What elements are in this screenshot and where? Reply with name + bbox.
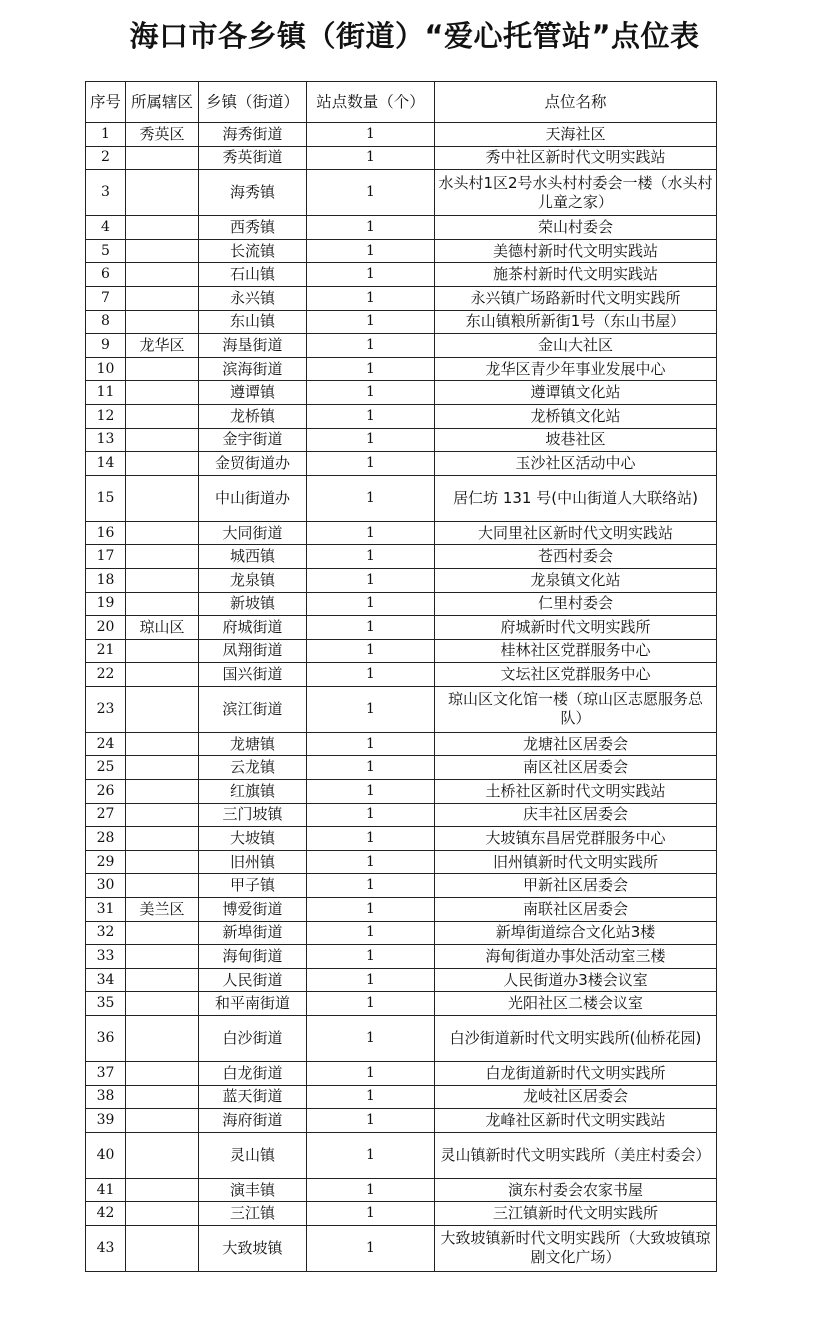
cell-town: 金宇街道 <box>199 428 307 452</box>
cell-no: 39 <box>86 1109 126 1133</box>
cell-district <box>126 592 199 616</box>
cell-count: 1 <box>307 803 435 827</box>
cell-site: 龙华区青少年事业发展中心 <box>435 357 717 381</box>
cell-town: 蓝天街道 <box>199 1085 307 1109</box>
cell-site: 水头村1区2号水头村村委会一楼（水头村儿童之家） <box>435 170 717 216</box>
cell-district <box>126 521 199 545</box>
cell-count: 1 <box>307 1016 435 1062</box>
cell-no: 43 <box>86 1225 126 1271</box>
cell-count: 1 <box>307 616 435 640</box>
cell-site: 永兴镇广场路新时代文明实践所 <box>435 286 717 310</box>
cell-site: 灵山镇新时代文明实践所（美庄村委会） <box>435 1132 717 1178</box>
cell-district <box>126 1202 199 1226</box>
cell-no: 2 <box>86 146 126 170</box>
cell-town: 和平南街道 <box>199 992 307 1016</box>
cell-count: 1 <box>307 756 435 780</box>
table-row <box>86 803 717 827</box>
cell-site: 旧州镇新时代文明实践所 <box>435 850 717 874</box>
cell-site: 施茶村新时代文明实践站 <box>435 263 717 287</box>
cell-no: 12 <box>86 404 126 428</box>
cell-no: 9 <box>86 334 126 358</box>
cell-site: 大坡镇东昌居党群服务中心 <box>435 827 717 851</box>
cell-district <box>126 756 199 780</box>
cell-no: 27 <box>86 803 126 827</box>
header-count: 站点数量（个） <box>307 82 435 123</box>
cell-town: 滨海街道 <box>199 357 307 381</box>
cell-district <box>126 1132 199 1178</box>
cell-site: 甲新社区居委会 <box>435 874 717 898</box>
table-row <box>86 1202 717 1226</box>
cell-count: 1 <box>307 334 435 358</box>
cell-no: 25 <box>86 756 126 780</box>
table-row <box>86 945 717 969</box>
table-row <box>86 874 717 898</box>
table-row <box>86 1178 717 1202</box>
header-no: 序号 <box>86 82 126 123</box>
cell-town: 国兴街道 <box>199 663 307 687</box>
cell-town: 海垦街道 <box>199 334 307 358</box>
cell-site: 白沙街道新时代文明实践所(仙桥花园) <box>435 1016 717 1062</box>
cell-town: 大致坡镇 <box>199 1225 307 1271</box>
cell-count: 1 <box>307 968 435 992</box>
cell-no: 20 <box>86 616 126 640</box>
cell-count: 1 <box>307 170 435 216</box>
cell-town: 灵山镇 <box>199 1132 307 1178</box>
cell-site: 南联社区居委会 <box>435 898 717 922</box>
table-row <box>86 1109 717 1133</box>
cell-no: 41 <box>86 1178 126 1202</box>
cell-site: 龙泉镇文化站 <box>435 568 717 592</box>
cell-count: 1 <box>307 639 435 663</box>
table-row <box>86 545 717 569</box>
cell-count: 1 <box>307 123 435 147</box>
cell-town: 龙塘镇 <box>199 732 307 756</box>
cell-site: 土桥社区新时代文明实践站 <box>435 780 717 804</box>
cell-count: 1 <box>307 1225 435 1271</box>
cell-no: 29 <box>86 850 126 874</box>
cell-district: 琼山区 <box>126 616 199 640</box>
cell-district <box>126 850 199 874</box>
cell-count: 1 <box>307 428 435 452</box>
cell-site: 天海社区 <box>435 123 717 147</box>
table-row <box>86 686 717 732</box>
cell-no: 3 <box>86 170 126 216</box>
cell-count: 1 <box>307 898 435 922</box>
cell-site: 秀中社区新时代文明实践站 <box>435 146 717 170</box>
cell-district <box>126 475 199 521</box>
cell-count: 1 <box>307 1109 435 1133</box>
cell-site: 遵谭镇文化站 <box>435 381 717 405</box>
table-row <box>86 475 717 521</box>
cell-district <box>126 921 199 945</box>
cell-town: 石山镇 <box>199 263 307 287</box>
cell-count: 1 <box>307 850 435 874</box>
cell-district <box>126 404 199 428</box>
cell-town: 演丰镇 <box>199 1178 307 1202</box>
cell-district <box>126 992 199 1016</box>
cell-district <box>126 239 199 263</box>
cell-district <box>126 428 199 452</box>
table-row <box>86 850 717 874</box>
table-row <box>86 616 717 640</box>
cell-district <box>126 968 199 992</box>
cell-town: 龙泉镇 <box>199 568 307 592</box>
table-body <box>86 123 717 1272</box>
cell-town: 新埠街道 <box>199 921 307 945</box>
cell-count: 1 <box>307 1178 435 1202</box>
table-row <box>86 1085 717 1109</box>
cell-count: 1 <box>307 521 435 545</box>
cell-no: 30 <box>86 874 126 898</box>
cell-district <box>126 945 199 969</box>
cell-count: 1 <box>307 1202 435 1226</box>
header-town: 乡镇（街道） <box>199 82 307 123</box>
cell-town: 海秀镇 <box>199 170 307 216</box>
cell-no: 1 <box>86 123 126 147</box>
table-row <box>86 921 717 945</box>
cell-no: 14 <box>86 452 126 476</box>
cell-town: 凤翔街道 <box>199 639 307 663</box>
cell-district <box>126 568 199 592</box>
cell-site: 新埠街道综合文化站3楼 <box>435 921 717 945</box>
cell-no: 34 <box>86 968 126 992</box>
cell-no: 42 <box>86 1202 126 1226</box>
cell-district <box>126 216 199 240</box>
cell-count: 1 <box>307 1085 435 1109</box>
cell-site: 金山大社区 <box>435 334 717 358</box>
cell-count: 1 <box>307 1132 435 1178</box>
cell-site: 南区社区居委会 <box>435 756 717 780</box>
cell-site: 府城新时代文明实践所 <box>435 616 717 640</box>
cell-site: 龙岐社区居委会 <box>435 1085 717 1109</box>
cell-no: 15 <box>86 475 126 521</box>
cell-district <box>126 827 199 851</box>
cell-site: 坡巷社区 <box>435 428 717 452</box>
cell-site: 苍西村委会 <box>435 545 717 569</box>
header-district: 所属辖区 <box>126 82 199 123</box>
cell-site: 大致坡镇新时代文明实践所（大致坡镇琼剧文化广场） <box>435 1225 717 1271</box>
table-row <box>86 592 717 616</box>
cell-district: 秀英区 <box>126 123 199 147</box>
cell-count: 1 <box>307 732 435 756</box>
cell-count: 1 <box>307 404 435 428</box>
cell-town: 西秀镇 <box>199 216 307 240</box>
table-row <box>86 663 717 687</box>
table-row <box>86 452 717 476</box>
cell-no: 40 <box>86 1132 126 1178</box>
page-title: 海口市各乡镇（街道）“爱心托管站”点位表 <box>129 19 700 53</box>
cell-count: 1 <box>307 827 435 851</box>
cell-town: 龙桥镇 <box>199 404 307 428</box>
cell-count: 1 <box>307 475 435 521</box>
cell-site: 居仁坊 131 号(中山街道人大联络站) <box>435 475 717 521</box>
cell-no: 36 <box>86 1016 126 1062</box>
cell-no: 11 <box>86 381 126 405</box>
cell-no: 24 <box>86 732 126 756</box>
cell-site: 琼山区文化馆一楼（琼山区志愿服务总队） <box>435 686 717 732</box>
cell-no: 38 <box>86 1085 126 1109</box>
cell-site: 荣山村委会 <box>435 216 717 240</box>
table-row <box>86 310 717 334</box>
table-row <box>86 827 717 851</box>
cell-no: 22 <box>86 663 126 687</box>
table-row <box>86 521 717 545</box>
cell-no: 8 <box>86 310 126 334</box>
table-row <box>86 732 717 756</box>
cell-no: 26 <box>86 780 126 804</box>
cell-no: 35 <box>86 992 126 1016</box>
cell-district <box>126 1016 199 1062</box>
cell-no: 19 <box>86 592 126 616</box>
cell-town: 红旗镇 <box>199 780 307 804</box>
cell-site: 演东村委会农家书屋 <box>435 1178 717 1202</box>
cell-no: 4 <box>86 216 126 240</box>
cell-count: 1 <box>307 592 435 616</box>
cell-town: 白沙街道 <box>199 1016 307 1062</box>
table-row <box>86 357 717 381</box>
cell-count: 1 <box>307 545 435 569</box>
cell-no: 7 <box>86 286 126 310</box>
table-row <box>86 146 717 170</box>
cell-district <box>126 780 199 804</box>
cell-count: 1 <box>307 686 435 732</box>
table-row <box>86 1016 717 1062</box>
cell-town: 城西镇 <box>199 545 307 569</box>
cell-town: 三江镇 <box>199 1202 307 1226</box>
cell-district: 美兰区 <box>126 898 199 922</box>
cell-no: 21 <box>86 639 126 663</box>
table-row <box>86 381 717 405</box>
table-row <box>86 639 717 663</box>
cell-district <box>126 1062 199 1086</box>
cell-count: 1 <box>307 780 435 804</box>
cell-site: 文坛社区党群服务中心 <box>435 663 717 687</box>
cell-no: 31 <box>86 898 126 922</box>
table-row <box>86 239 717 263</box>
site-table <box>85 81 717 1272</box>
cell-no: 6 <box>86 263 126 287</box>
cell-count: 1 <box>307 945 435 969</box>
table-row <box>86 334 717 358</box>
cell-district: 龙华区 <box>126 334 199 358</box>
cell-town: 滨江街道 <box>199 686 307 732</box>
cell-town: 三门坡镇 <box>199 803 307 827</box>
cell-district <box>126 381 199 405</box>
cell-town: 海秀街道 <box>199 123 307 147</box>
table-row <box>86 780 717 804</box>
header-site: 点位名称 <box>435 82 717 123</box>
header-row <box>86 82 717 123</box>
cell-count: 1 <box>307 1062 435 1086</box>
cell-district <box>126 1085 199 1109</box>
cell-town: 博爱街道 <box>199 898 307 922</box>
cell-town: 金贸街道办 <box>199 452 307 476</box>
cell-town: 甲子镇 <box>199 874 307 898</box>
cell-town: 海甸街道 <box>199 945 307 969</box>
cell-no: 23 <box>86 686 126 732</box>
cell-count: 1 <box>307 874 435 898</box>
table-row <box>86 898 717 922</box>
cell-town: 大坡镇 <box>199 827 307 851</box>
cell-district <box>126 686 199 732</box>
cell-district <box>126 663 199 687</box>
cell-no: 10 <box>86 357 126 381</box>
cell-district <box>126 170 199 216</box>
cell-town: 人民街道 <box>199 968 307 992</box>
table-row <box>86 428 717 452</box>
cell-count: 1 <box>307 568 435 592</box>
cell-count: 1 <box>307 146 435 170</box>
cell-count: 1 <box>307 216 435 240</box>
cell-district <box>126 545 199 569</box>
table-row <box>86 992 717 1016</box>
cell-site: 三江镇新时代文明实践所 <box>435 1202 717 1226</box>
cell-town: 海府街道 <box>199 1109 307 1133</box>
cell-district <box>126 732 199 756</box>
cell-town: 白龙街道 <box>199 1062 307 1086</box>
cell-district <box>126 286 199 310</box>
cell-district <box>126 1225 199 1271</box>
cell-no: 37 <box>86 1062 126 1086</box>
table-row <box>86 123 717 147</box>
table-row <box>86 968 717 992</box>
cell-no: 16 <box>86 521 126 545</box>
cell-town: 云龙镇 <box>199 756 307 780</box>
cell-district <box>126 263 199 287</box>
cell-town: 遵谭镇 <box>199 381 307 405</box>
table-row <box>86 216 717 240</box>
cell-town: 大同街道 <box>199 521 307 545</box>
table-row <box>86 263 717 287</box>
cell-site: 白龙街道新时代文明实践所 <box>435 1062 717 1086</box>
cell-site: 光阳社区二楼会议室 <box>435 992 717 1016</box>
cell-town: 东山镇 <box>199 310 307 334</box>
cell-site: 大同里社区新时代文明实践站 <box>435 521 717 545</box>
table-row <box>86 404 717 428</box>
cell-site: 海甸街道办事处活动室三楼 <box>435 945 717 969</box>
cell-count: 1 <box>307 992 435 1016</box>
cell-district <box>126 1178 199 1202</box>
cell-town: 秀英街道 <box>199 146 307 170</box>
cell-no: 17 <box>86 545 126 569</box>
cell-district <box>126 357 199 381</box>
cell-site: 人民街道办3楼会议室 <box>435 968 717 992</box>
table-row <box>86 756 717 780</box>
cell-site: 桂林社区党群服务中心 <box>435 639 717 663</box>
cell-town: 中山街道办 <box>199 475 307 521</box>
table-row <box>86 1062 717 1086</box>
cell-no: 28 <box>86 827 126 851</box>
table-row <box>86 286 717 310</box>
cell-district <box>126 874 199 898</box>
cell-district <box>126 452 199 476</box>
cell-site: 东山镇粮所新街1号（东山书屋） <box>435 310 717 334</box>
cell-count: 1 <box>307 381 435 405</box>
cell-count: 1 <box>307 452 435 476</box>
cell-count: 1 <box>307 921 435 945</box>
cell-no: 5 <box>86 239 126 263</box>
cell-count: 1 <box>307 239 435 263</box>
cell-town: 旧州镇 <box>199 850 307 874</box>
cell-count: 1 <box>307 286 435 310</box>
cell-no: 33 <box>86 945 126 969</box>
cell-district <box>126 1109 199 1133</box>
cell-district <box>126 803 199 827</box>
cell-site: 玉沙社区活动中心 <box>435 452 717 476</box>
cell-no: 18 <box>86 568 126 592</box>
cell-count: 1 <box>307 263 435 287</box>
cell-town: 长流镇 <box>199 239 307 263</box>
cell-site: 龙塘社区居委会 <box>435 732 717 756</box>
table-row <box>86 170 717 216</box>
cell-count: 1 <box>307 663 435 687</box>
cell-town: 永兴镇 <box>199 286 307 310</box>
table-row <box>86 1132 717 1178</box>
cell-site: 龙桥镇文化站 <box>435 404 717 428</box>
cell-town: 府城街道 <box>199 616 307 640</box>
cell-site: 龙峰社区新时代文明实践站 <box>435 1109 717 1133</box>
table-row <box>86 568 717 592</box>
cell-site: 仁里村委会 <box>435 592 717 616</box>
cell-no: 13 <box>86 428 126 452</box>
cell-site: 庆丰社区居委会 <box>435 803 717 827</box>
cell-district <box>126 310 199 334</box>
cell-town: 新坡镇 <box>199 592 307 616</box>
cell-no: 32 <box>86 921 126 945</box>
cell-district <box>126 146 199 170</box>
cell-district <box>126 639 199 663</box>
cell-count: 1 <box>307 310 435 334</box>
table-row <box>86 1225 717 1271</box>
cell-count: 1 <box>307 357 435 381</box>
cell-site: 美德村新时代文明实践站 <box>435 239 717 263</box>
